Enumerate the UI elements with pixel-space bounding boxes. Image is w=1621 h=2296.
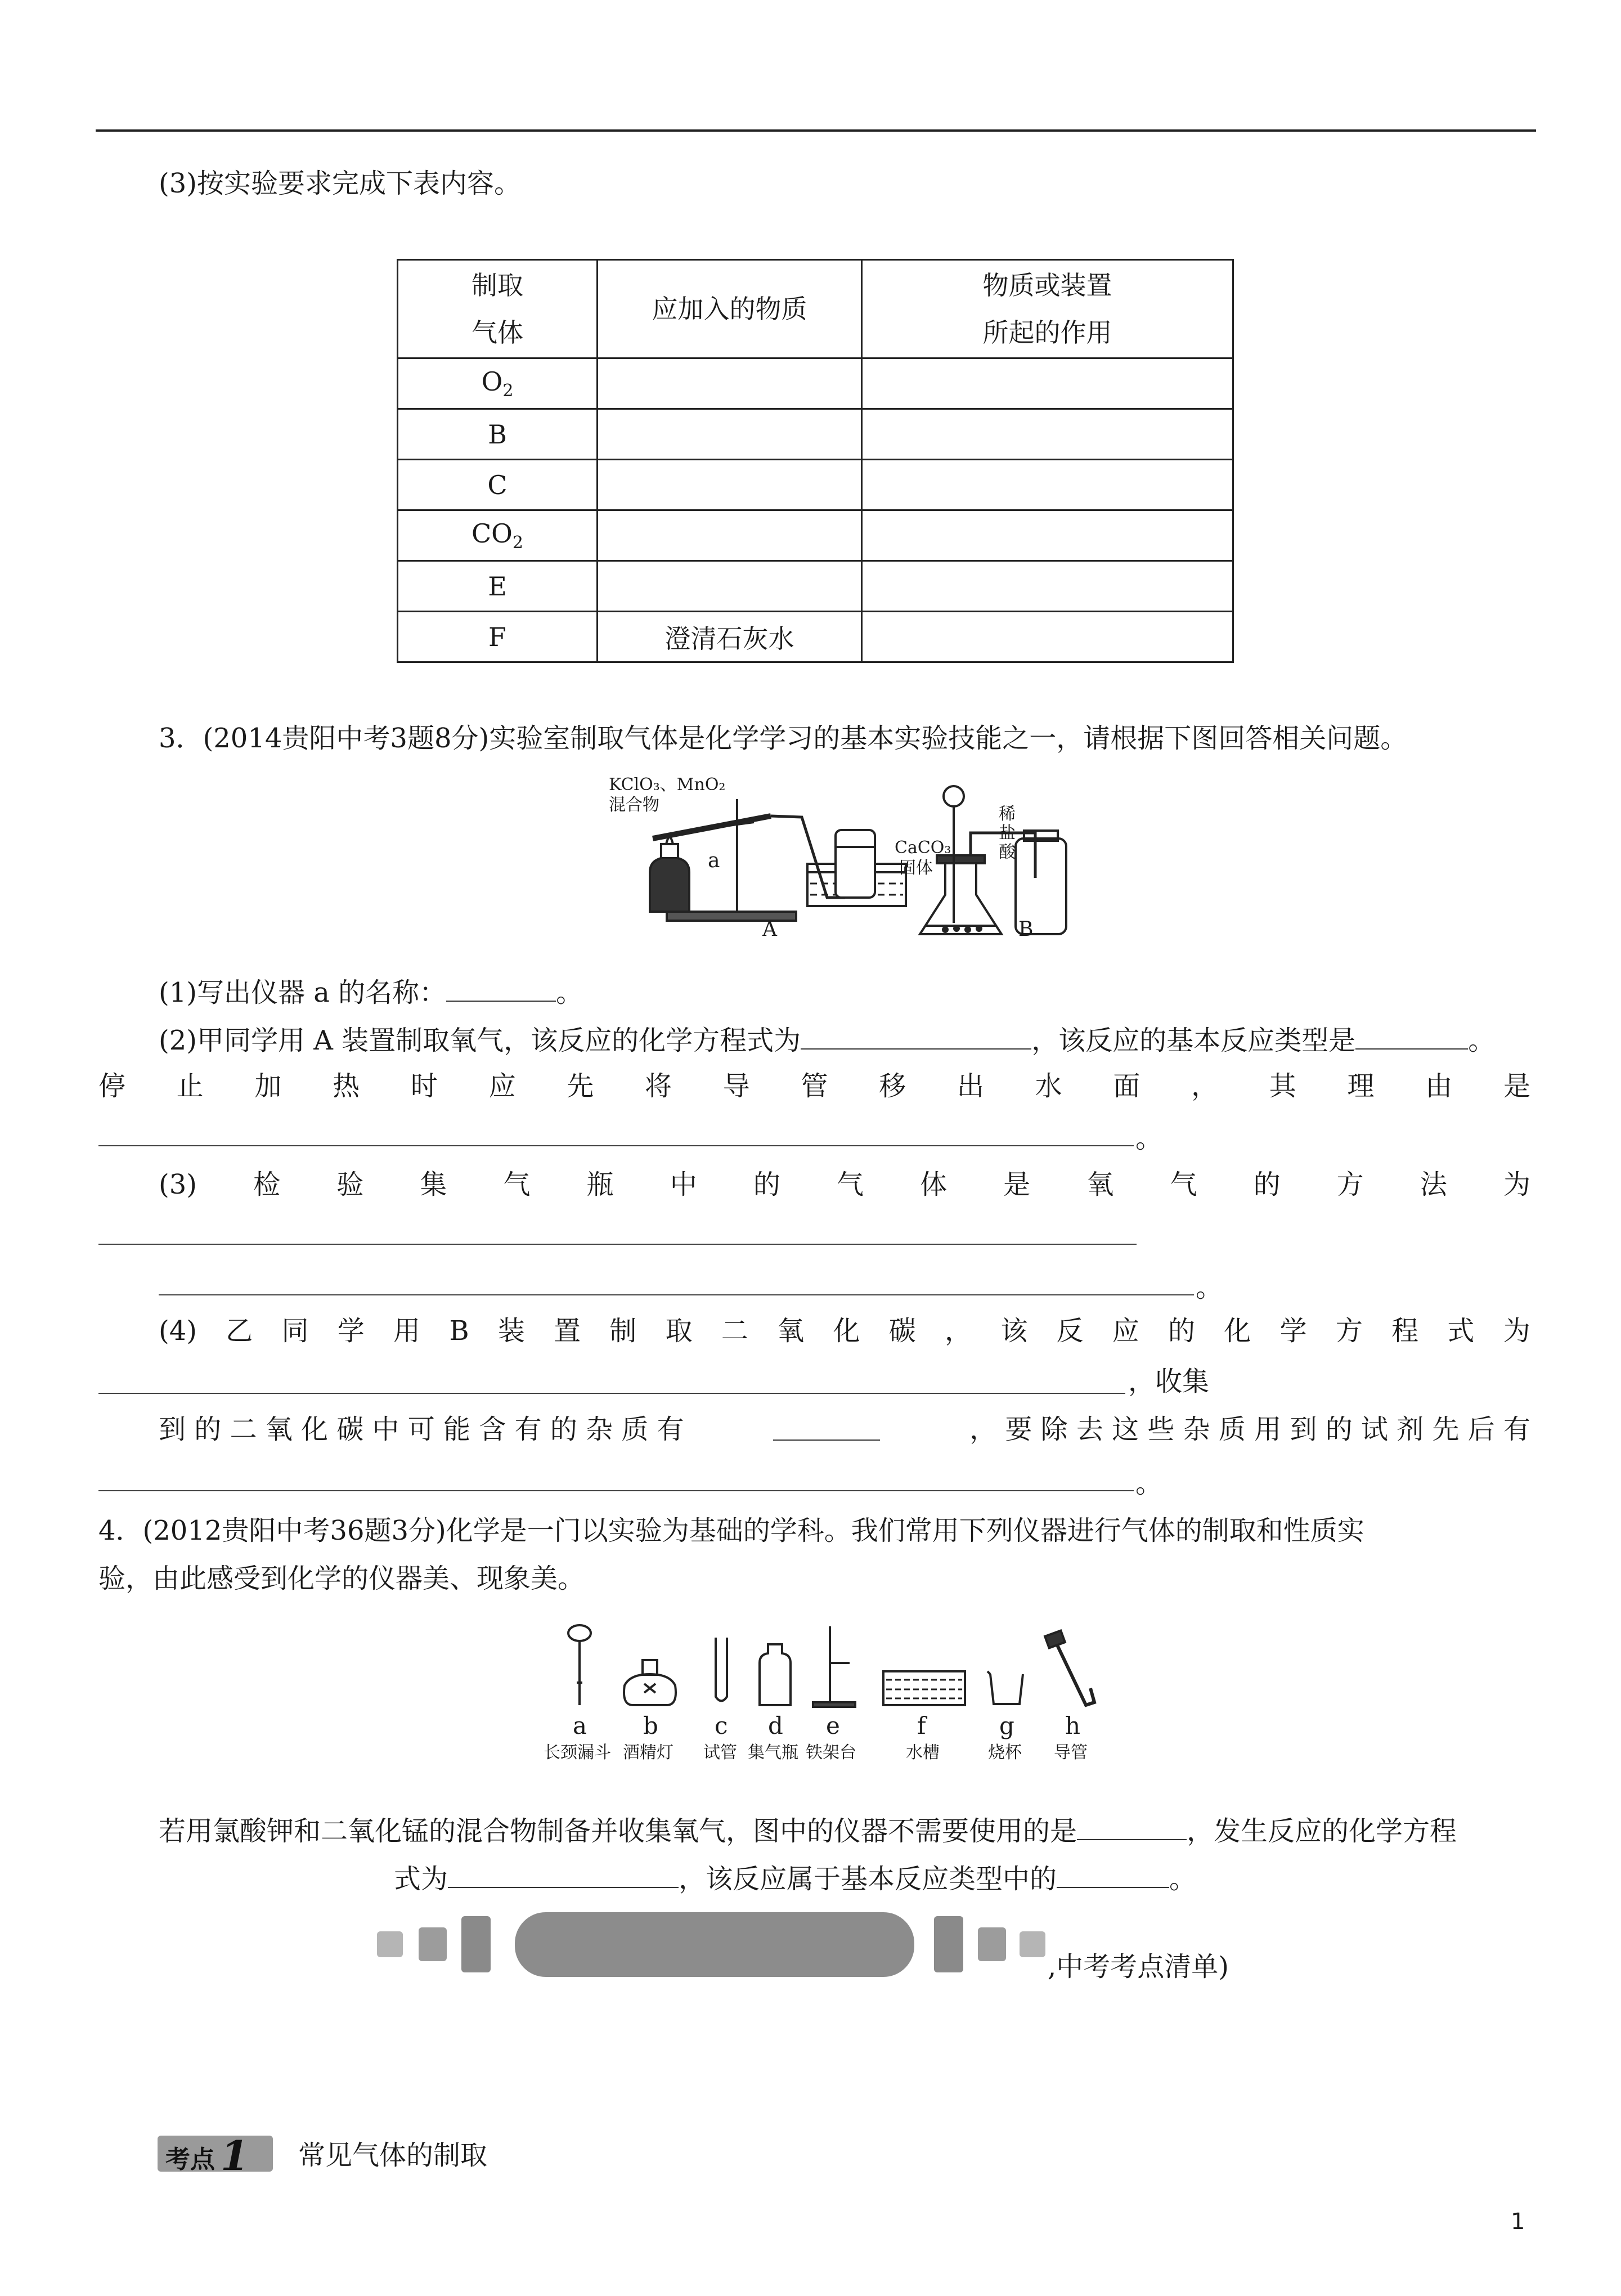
spread-char: 应 [488,1070,516,1102]
answer-blank-impurities[interactable] [773,1412,880,1441]
spread-char: 方 [1336,1169,1364,1200]
spread-char: 装 [497,1315,525,1347]
spread-char: 时 [410,1070,438,1102]
spread-char: B [449,1315,469,1347]
instrument-letter: h [1065,1712,1081,1739]
q4-question-text-c: 式为 [394,1863,448,1895]
answer-blank-instrument-a[interactable] [446,974,556,1002]
gas-subscript: 2 [502,381,514,401]
spread-char: 先 [567,1070,594,1102]
tilted-test-tube [653,816,771,838]
spread-char: 同 [281,1315,309,1347]
instrument-name: 铁架台 [806,1743,856,1763]
cell-gas [398,460,598,510]
q2-part3-instruction: (3)按实验要求完成下表内容。 [159,168,521,199]
spread-char: 的 [1253,1169,1281,1200]
alcohol-lamp [650,858,689,912]
instrument-letter: e [826,1712,840,1739]
banner-square-6 [1020,1931,1045,1957]
spread-char: 化 [833,1315,860,1347]
banner-square-3 [461,1916,491,1972]
spread-char: 体 [920,1169,948,1200]
cell-gas [398,612,598,662]
cell-role[interactable] [862,409,1233,460]
instrument-name: 长颈漏斗 [544,1743,611,1763]
cell-substance[interactable]: 澄清石灰水 [598,612,862,662]
spread-char: 制 [609,1315,637,1347]
q4-question-text-e: 。 [1169,1863,1197,1895]
label-solid: 固体 [899,858,933,878]
gas-name: B [488,419,507,450]
spread-char: 检 [253,1169,281,1200]
water-trough-drawing [883,1671,965,1705]
banner-pill [515,1912,914,1977]
spread-char: 碳 [888,1315,916,1347]
gas-bottle-drawing [760,1644,791,1705]
cell-gas [398,358,598,409]
instrument-name: 水槽 [906,1743,940,1763]
iron-stand-drawing [813,1626,855,1707]
q3-part2-text-c: 。 [1468,1025,1496,1056]
spread-char: 停 [98,1070,126,1102]
q3-part2-line2 [98,1069,1530,1103]
gas-name: O [481,366,503,397]
answer-blank-equation-a[interactable] [801,1021,1031,1050]
cell-substance[interactable] [598,460,862,510]
q3-header: 3．(2014贵阳中考3题8分)实验室制取气体是化学学习的基本实验技能之一，请根据下图回答相关问题。 [159,723,1408,754]
label-caco3: CaCO₃ [895,838,951,858]
table-row [398,612,1233,662]
cell-role[interactable] [862,358,1233,409]
q4-question-line2 [394,1860,1196,1896]
section-banner-text: ,中考考点清单) [1048,1951,1229,1983]
funnel-bulb [944,786,964,806]
spread-char: 方 [1335,1315,1363,1347]
spread-char: 的 [1168,1315,1196,1347]
spread-char: 化 [1224,1315,1251,1347]
spread-char: 验 [336,1169,364,1200]
header-line: 物质或装置 [982,270,1112,301]
spread-char: 瓶 [586,1169,614,1200]
label-apparatus-B: B [1018,918,1034,941]
header-line: 制取 [472,270,523,301]
table-header-row [398,260,1233,358]
instrument-letter: a [573,1712,587,1739]
instrument-letter: d [768,1712,783,1739]
answer-line-test-method-2[interactable] [159,1294,1194,1295]
header-line: 所起的作用 [982,317,1112,348]
banner-square-5 [978,1927,1006,1961]
kaodian-title: 常见气体的制取 [298,2140,488,2171]
spread-char: 法 [1420,1169,1447,1200]
q3-part3-line1 [159,1168,1530,1201]
instruments-figure [546,1621,1142,1733]
label-instrument-a: a [708,849,720,872]
table-body [398,358,1233,662]
spread-char: 为 [1503,1315,1530,1347]
banner-square-1 [377,1931,403,1957]
q4-header-2: 验，由此感受到化学的仪器美、现象美。 [98,1563,585,1594]
spread-char: 气 [1170,1169,1197,1200]
spread-char: 水 [1035,1070,1062,1102]
answer-line-reagents[interactable] [98,1490,1134,1491]
spread-char: 加 [254,1070,282,1102]
spread-char: 理 [1347,1070,1375,1102]
answer-blank-kclo3-equation[interactable] [448,1860,679,1888]
page-number: 1 [1511,2209,1525,2235]
q3-part2-text-a: (2)甲同学用 A 装置制取氧气，该反应的化学方程式为 [159,1025,801,1056]
cell-role[interactable] [862,612,1233,662]
spread-char: 出 [957,1070,984,1102]
q3-part4-line2-end: ，收集 [1128,1366,1210,1397]
q3-part1-text: (1)写出仪器 a 的名称： [159,977,447,1008]
spread-char: 中 [670,1169,697,1200]
spread-char: 气 [503,1169,531,1200]
label-mixture: 混合物 [609,795,659,815]
q4-question-text-d: ，该反应属于基本反应类型中的 [679,1863,1057,1895]
q3-part1-end: 。 [556,977,583,1008]
spread-char: 乙 [226,1315,253,1347]
q4-header-1: 4．(2012贵阳中考36题3分)化学是一门以实验为基础的学科。我们常用下列仪器进行气体的制取和性质实 [98,1515,1364,1546]
alcohol-lamp-drawing [624,1660,676,1705]
spread-char: 学 [1279,1315,1307,1347]
spread-char: 取 [665,1315,693,1347]
cell-role[interactable] [862,510,1233,561]
spread-char: 的 [753,1169,780,1200]
kaodian-label: 考点 [165,2145,215,2174]
gas-name: C [487,469,508,500]
spread-char: 热 [333,1070,360,1102]
q3-part4-text-a: 到 的 二 氧 化 碳 中 可 能 含 有 的 杂 质 有 [159,1414,684,1445]
q4-question-text-b: ，发生反应的化学方程 [1187,1815,1457,1847]
table-row [398,409,1233,460]
spread-char: 移 [879,1070,906,1102]
instrument-letter: b [643,1712,658,1739]
q4-question-line1 [159,1812,1457,1848]
label-apparatus-A: A [762,918,777,941]
q4-question-text-a: 若用氯酸钾和二氧化锰的混合物制备并收集氧气，图中的仪器不需要使用的是 [159,1815,1077,1847]
spread-char: (4) [159,1315,197,1347]
table-row [398,358,1233,409]
answer-line-test-method-1[interactable] [98,1244,1137,1245]
spread-char: ， [944,1315,972,1347]
spread-char: 式 [1447,1315,1475,1347]
kaodian-badge [158,2132,273,2180]
long-neck-funnel-drawing [568,1625,591,1705]
table-header-substance [598,260,862,358]
instrument-letter: g [999,1712,1014,1739]
banner-square-2 [419,1927,447,1961]
spread-char: 该 [1000,1315,1028,1347]
header-line: 应加入的物质 [652,294,807,324]
instrument-name: 烧杯 [988,1743,1022,1763]
q3-part2 [159,1021,1495,1057]
spread-char: 是 [1503,1070,1530,1102]
q3-part3-end: 。 [1196,1272,1223,1303]
q3-part2-text-b: ，该反应的基本反应类型是 [1031,1025,1356,1056]
spread-char: 是 [1003,1169,1031,1200]
table-header-role [862,260,1233,358]
q3-part4-line1 [159,1314,1530,1348]
spread-char: 为 [1503,1169,1530,1200]
gas-subscript: 2 [512,533,523,553]
test-tube-drawing [716,1638,727,1701]
delivery-tube-drawing [1055,1640,1094,1705]
table-header-gas [398,260,598,358]
q3-part4-text-b: ， 要 除 去 这 些 杂 质 用 到 的 试 剂 先 后 有 [969,1414,1530,1445]
gas-name: F [488,621,506,652]
spread-char: 集 [420,1169,447,1200]
gas-name: CO [471,518,513,549]
cell-role[interactable] [862,460,1233,510]
spread-char: 将 [645,1070,672,1102]
spread-char: 其 [1269,1070,1296,1102]
instrument-letter: f [917,1712,926,1739]
answer-line-co2-equation[interactable] [98,1393,1125,1394]
spread-char: 气 [836,1169,864,1200]
gas-name: E [488,571,507,602]
table-row [398,561,1233,612]
spread-char: 应 [1112,1315,1139,1347]
table-row [398,460,1233,510]
spread-char: 止 [176,1070,204,1102]
instrument-name: 酒精灯 [623,1743,673,1763]
cell-substance[interactable] [598,510,862,561]
header-line: 气体 [472,317,523,348]
instrument-name: 试管 [703,1743,737,1763]
cell-substance[interactable] [598,561,862,612]
spread-char: 氧 [777,1315,805,1347]
spread-char: ， [1191,1070,1219,1102]
q3-part1 [159,974,583,1010]
cell-role[interactable] [862,561,1233,612]
spread-char: 用 [393,1315,421,1347]
label-dilute-acid: 稀盐酸 [999,804,1016,862]
spread-char: 氧 [1086,1169,1114,1200]
label-kclo3-mno2: KClO₃、MnO₂ [609,775,726,795]
instrument-name: 集气瓶 [748,1743,798,1763]
gas-collecting-bottle [836,830,875,898]
answer-blank-reaction-type[interactable] [1355,1021,1468,1050]
banner-square-4 [934,1916,963,1972]
cell-substance[interactable] [598,358,862,409]
cell-substance[interactable] [598,409,862,460]
cell-gas [398,510,598,561]
q3-part4-line3 [159,1412,1530,1446]
spread-char: 学 [337,1315,365,1347]
cell-gas [398,409,598,460]
q3-part4-line4-end: 。 [1135,1468,1163,1499]
q3-part2-line3-end: 。 [1135,1123,1163,1154]
spread-char: 程 [1391,1315,1419,1347]
spread-char: 置 [554,1315,581,1347]
cell-gas [398,561,598,612]
answer-line-reason[interactable] [98,1145,1134,1146]
spread-char: (3) [159,1169,197,1200]
spread-char: 面 [1113,1070,1140,1102]
answer-blank-unneeded-instrument[interactable] [1077,1812,1187,1840]
gas-preparation-table [397,259,1234,663]
spread-char: 管 [801,1070,828,1102]
table-row [398,510,1233,561]
spread-char: 二 [721,1315,748,1347]
instrument-letter: c [715,1712,728,1739]
answer-blank-kclo3-reaction-type[interactable] [1057,1860,1169,1888]
instrument-name: 导管 [1054,1743,1088,1763]
kaodian-number: 1 [221,2132,249,2180]
beaker-drawing [987,1671,1023,1704]
spread-char: 导 [722,1070,750,1102]
spread-char: 由 [1425,1070,1453,1102]
header-rule [96,129,1536,132]
spread-char: 反 [1056,1315,1084,1347]
